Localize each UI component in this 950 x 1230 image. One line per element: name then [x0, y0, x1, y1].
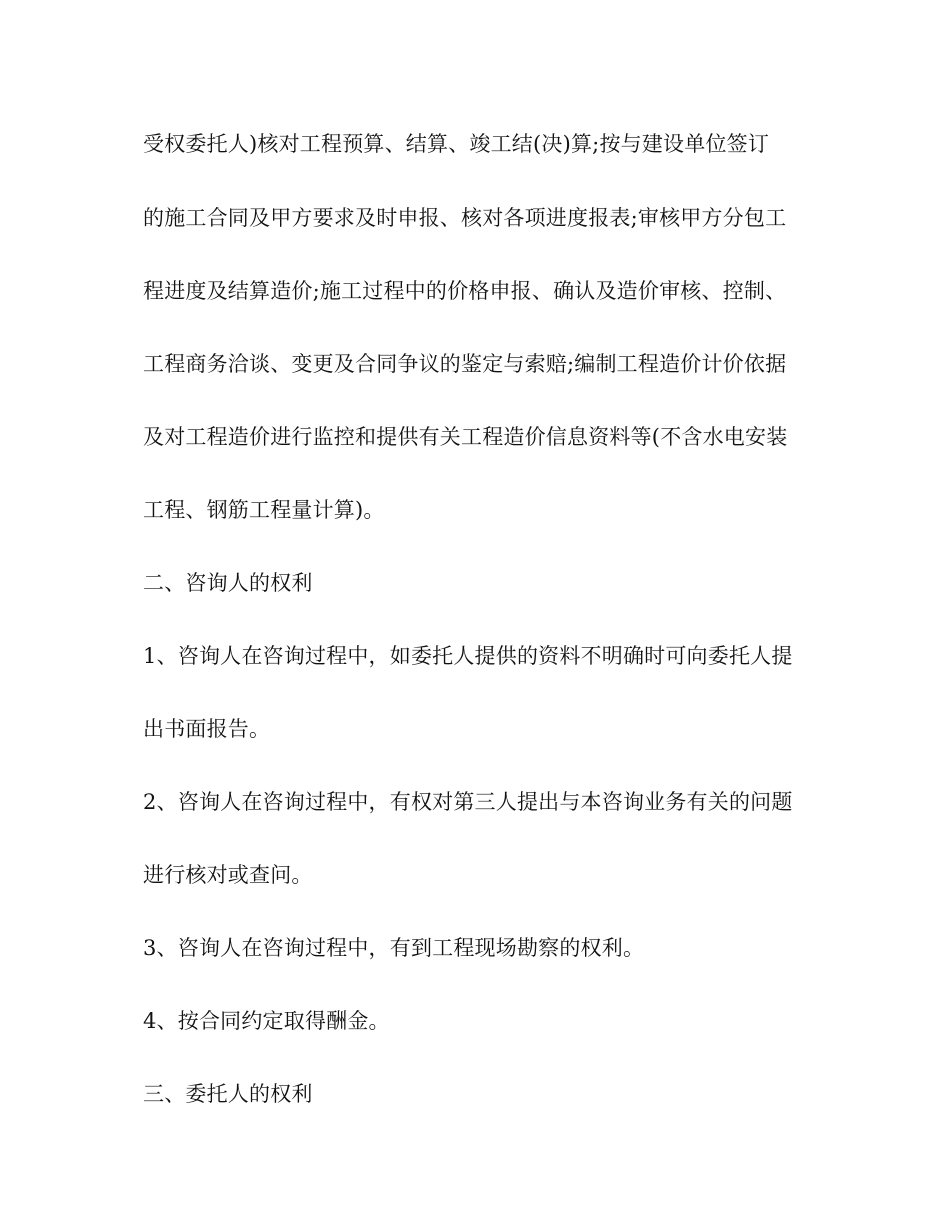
paragraph-line: 工程商务洽谈、变更及合同争议的鉴定与索赔;编制工程造价计价依据	[143, 352, 787, 376]
paragraph-line: 程进度及结算造价;施工过程中的价格申报、确认及造价审核、控制、	[143, 279, 787, 303]
list-item: 3、咨询人在咨询过程中，有到工程现场勘察的权利。	[143, 936, 645, 960]
list-item: 1、咨询人在咨询过程中，如委托人提供的资料不明确时可向委托人提	[143, 644, 793, 668]
list-item-continuation: 出书面报告。	[143, 717, 271, 741]
paragraph-line: 工程、钢筋工程量计算)。	[143, 498, 385, 522]
list-item-continuation: 进行核对或查问。	[143, 863, 313, 887]
paragraph-line: 受权委托人)核对工程预算、结算、竣工结(决)算;按与建设单位签订	[143, 132, 770, 156]
list-item: 2、咨询人在咨询过程中，有权对第三人提出与本咨询业务有关的问题	[143, 790, 793, 814]
section-heading: 三、委托人的权利	[143, 1082, 313, 1106]
list-item: 4、按合同约定取得酬金。	[143, 1009, 390, 1033]
section-heading: 二、咨询人的权利	[143, 571, 313, 595]
paragraph-line: 及对工程造价进行监控和提供有关工程造价信息资料等(不含水电安装	[143, 425, 788, 449]
paragraph-line: 的施工合同及甲方要求及时申报、核对各项进度报表;审核甲方分包工	[143, 206, 787, 230]
